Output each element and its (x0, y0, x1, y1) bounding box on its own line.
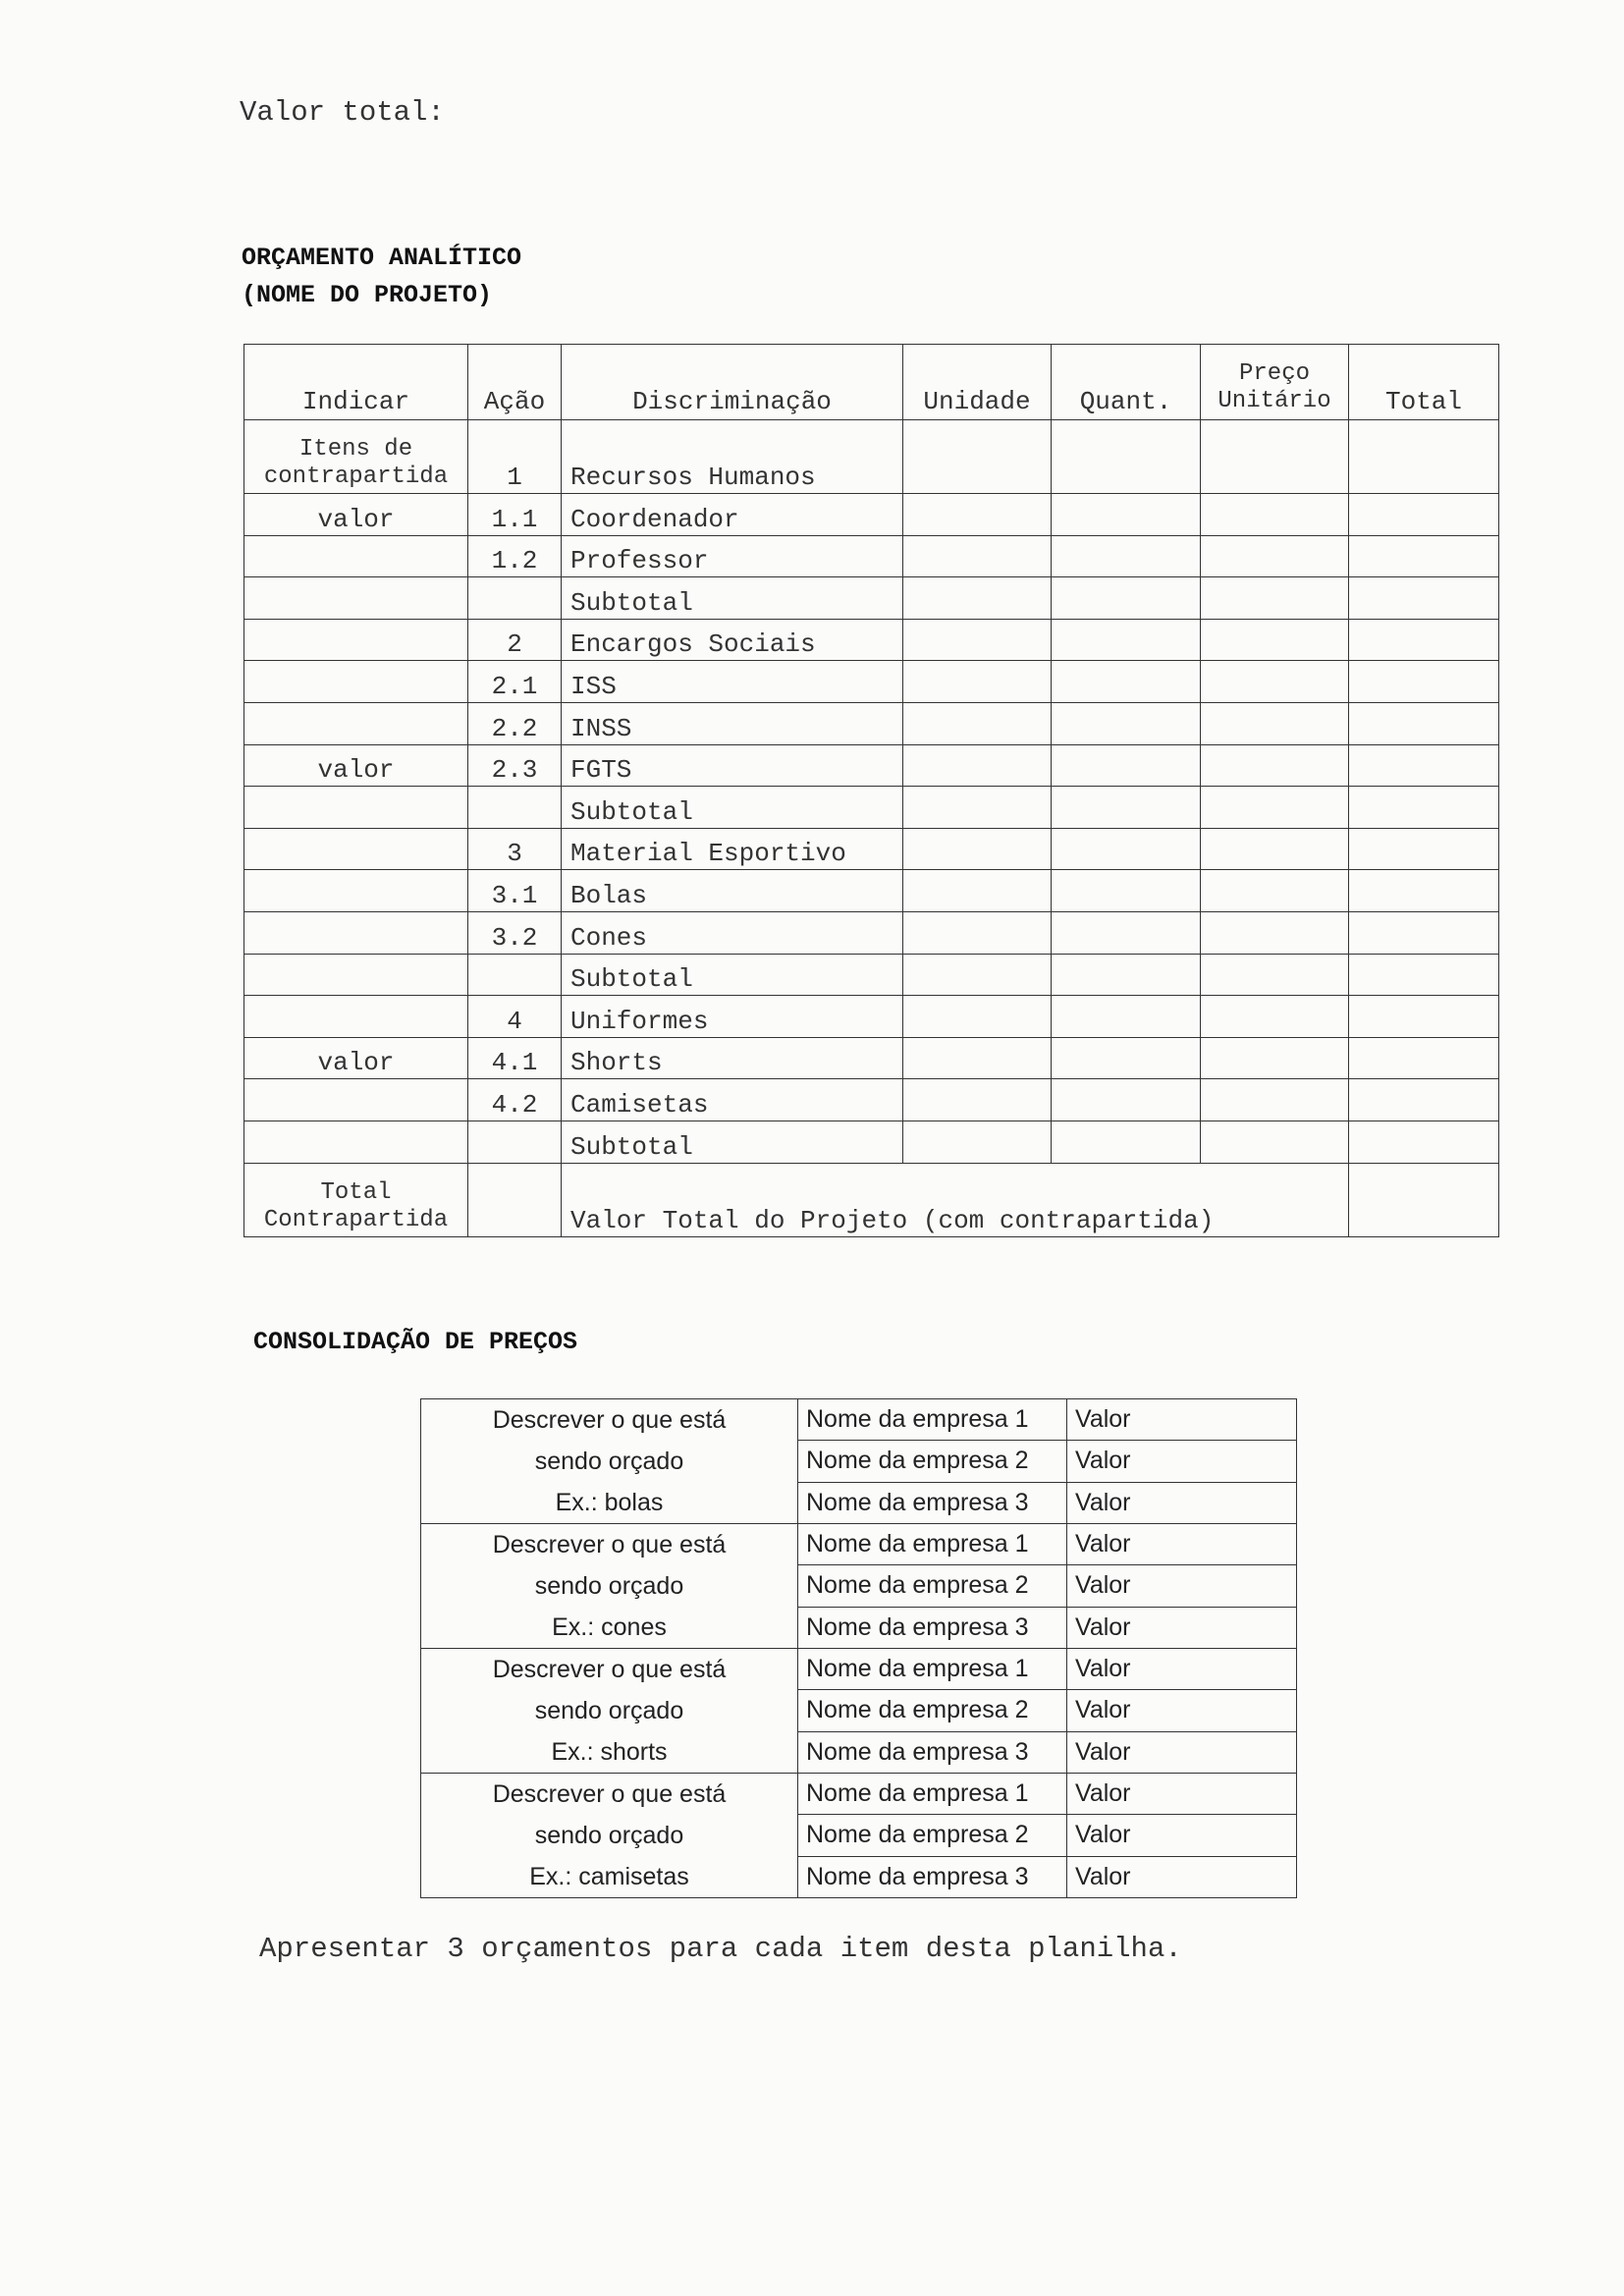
total-contrapartida-label (244, 1163, 468, 1236)
indicar-cell (244, 787, 468, 829)
indicar-cell (244, 828, 468, 870)
acao-cell: 3.1 (468, 870, 562, 912)
item-description-cell (421, 1524, 798, 1649)
header-total: Total (1349, 345, 1499, 420)
acao-cell: 4 (468, 996, 562, 1038)
value-cell: Valor (1067, 1731, 1297, 1773)
budget-table (244, 344, 1499, 1237)
item-description-cell (421, 1774, 798, 1898)
header-quant: Quant. (1052, 345, 1201, 420)
price-consolidation-table (420, 1398, 1297, 1898)
indicar-line1: Itens de (298, 436, 413, 463)
total-cell[interactable] (1349, 1037, 1499, 1079)
total-cell[interactable] (1349, 619, 1499, 661)
item-description-cell (421, 1649, 798, 1774)
table-row (244, 577, 1499, 620)
unidade-cell[interactable] (903, 420, 1052, 494)
discriminacao-cell: Subtotal (562, 954, 903, 996)
company-name-cell: Nome da empresa 3 (798, 1731, 1067, 1773)
description-line1: Descrever o que está (492, 1406, 727, 1434)
quant-cell[interactable] (1052, 787, 1201, 829)
acao-cell (468, 577, 562, 620)
preco-cell[interactable] (1201, 661, 1349, 703)
discriminacao-cell: Camisetas (562, 1079, 903, 1121)
description-line1: Descrever o que está (492, 1531, 727, 1558)
value-cell: Valor (1067, 1399, 1297, 1441)
budget-heading (242, 240, 521, 314)
total-cell[interactable] (1349, 577, 1499, 620)
quant-cell[interactable] (1052, 420, 1201, 494)
discriminacao-cell: Professor (562, 535, 903, 577)
discriminacao-cell: Shorts (562, 1037, 903, 1079)
company-name-cell: Nome da empresa 2 (798, 1815, 1067, 1856)
footer-note: Apresentar 3 orçamentos para cada item desta planilha. (259, 1933, 1182, 1965)
discriminacao-cell: Encargos Sociais (562, 619, 903, 661)
value-cell: Valor (1067, 1607, 1297, 1648)
quant-cell[interactable] (1052, 1079, 1201, 1121)
unidade-cell[interactable] (903, 577, 1052, 620)
unidade-cell[interactable] (903, 787, 1052, 829)
total-label-line1: Total (320, 1178, 392, 1206)
indicar-cell (244, 535, 468, 577)
total-acao-cell (468, 1163, 562, 1236)
indicar-cell: valor (244, 744, 468, 787)
discriminacao-cell: Bolas (562, 870, 903, 912)
discriminacao-cell: Recursos Humanos (562, 420, 903, 494)
unidade-cell[interactable] (903, 1037, 1052, 1079)
total-cell[interactable] (1349, 911, 1499, 954)
budget-header-row (244, 345, 1499, 420)
company-name-cell: Nome da empresa 2 (798, 1565, 1067, 1607)
company-name-cell: Nome da empresa 1 (798, 1524, 1067, 1565)
acao-cell (468, 1121, 562, 1163)
acao-cell (468, 954, 562, 996)
description-line2: sendo orçado (534, 1697, 684, 1724)
description-example: Ex.: camisetas (529, 1863, 689, 1890)
preco-cell[interactable] (1201, 954, 1349, 996)
discriminacao-cell: Material Esportivo (562, 828, 903, 870)
table-row (421, 1649, 1297, 1690)
unidade-cell[interactable] (903, 1079, 1052, 1121)
discriminacao-cell: ISS (562, 661, 903, 703)
preco-cell[interactable] (1201, 828, 1349, 870)
table-row (244, 744, 1499, 787)
table-row (244, 661, 1499, 703)
table-row (244, 535, 1499, 577)
discriminacao-cell: Subtotal (562, 577, 903, 620)
total-cell[interactable] (1349, 702, 1499, 744)
quant-cell[interactable] (1052, 1121, 1201, 1163)
total-cell[interactable] (1349, 1121, 1499, 1163)
preco-cell[interactable] (1201, 494, 1349, 536)
preco-cell[interactable] (1201, 420, 1349, 494)
total-label-line2: Contrapartida (263, 1206, 449, 1233)
company-name-cell: Nome da empresa 2 (798, 1690, 1067, 1731)
description-line1: Descrever o que está (492, 1656, 727, 1683)
discriminacao-cell: INSS (562, 702, 903, 744)
value-cell: Valor (1067, 1649, 1297, 1690)
company-name-cell: Nome da empresa 1 (798, 1774, 1067, 1815)
valor-total-projeto-label: Valor Total do Projeto (com contrapartida) (562, 1163, 1349, 1236)
quant-cell[interactable] (1052, 577, 1201, 620)
acao-cell: 2 (468, 619, 562, 661)
indicar-cell (244, 911, 468, 954)
value-cell: Valor (1067, 1441, 1297, 1482)
total-cell[interactable] (1349, 661, 1499, 703)
unidade-cell[interactable] (903, 870, 1052, 912)
value-cell: Valor (1067, 1856, 1297, 1897)
budget-heading-title: ORÇAMENTO ANALÍTICO (242, 244, 522, 272)
table-row (244, 702, 1499, 744)
preco-cell[interactable] (1201, 1037, 1349, 1079)
value-cell: Valor (1067, 1524, 1297, 1565)
quant-cell[interactable] (1052, 996, 1201, 1038)
company-name-cell: Nome da empresa 1 (798, 1649, 1067, 1690)
indicar-cell (244, 619, 468, 661)
company-name-cell: Nome da empresa 3 (798, 1482, 1067, 1523)
preco-cell[interactable] (1201, 535, 1349, 577)
description-example: Ex.: bolas (555, 1489, 664, 1516)
unidade-cell[interactable] (903, 744, 1052, 787)
indicar-cell (244, 1079, 468, 1121)
header-preco-unitario (1201, 345, 1349, 420)
indicar-cell: valor (244, 494, 468, 536)
indicar-cell (244, 1121, 468, 1163)
total-cell[interactable] (1349, 1079, 1499, 1121)
preco-cell[interactable] (1201, 577, 1349, 620)
discriminacao-cell: Cones (562, 911, 903, 954)
acao-cell: 4.1 (468, 1037, 562, 1079)
acao-cell: 2.2 (468, 702, 562, 744)
unidade-cell[interactable] (903, 954, 1052, 996)
quant-cell[interactable] (1052, 1037, 1201, 1079)
company-name-cell: Nome da empresa 3 (798, 1607, 1067, 1648)
description-example: Ex.: cones (552, 1613, 667, 1641)
unidade-cell[interactable] (903, 661, 1052, 703)
company-name-cell: Nome da empresa 3 (798, 1856, 1067, 1897)
value-cell: Valor (1067, 1774, 1297, 1815)
consolidation-heading: CONSOLIDAÇÃO DE PREÇOS (253, 1328, 578, 1356)
quant-cell[interactable] (1052, 744, 1201, 787)
acao-cell: 2.1 (468, 661, 562, 703)
discriminacao-cell: Uniformes (562, 996, 903, 1038)
preco-cell[interactable] (1201, 744, 1349, 787)
unidade-cell[interactable] (903, 535, 1052, 577)
table-row (244, 787, 1499, 829)
valor-total-projeto-cell[interactable] (1349, 1163, 1499, 1236)
total-cell[interactable] (1349, 744, 1499, 787)
indicar-cell (244, 870, 468, 912)
preco-cell[interactable] (1201, 1079, 1349, 1121)
table-row (421, 1774, 1297, 1815)
indicar-cell (244, 954, 468, 996)
acao-cell: 1.1 (468, 494, 562, 536)
header-preco-line2: Unitário (1218, 388, 1331, 414)
acao-cell: 3 (468, 828, 562, 870)
preco-cell[interactable] (1201, 870, 1349, 912)
header-indicar: Indicar (244, 345, 468, 420)
total-cell[interactable] (1349, 494, 1499, 536)
description-line2: sendo orçado (534, 1572, 684, 1600)
acao-cell: 3.2 (468, 911, 562, 954)
discriminacao-cell: Coordenador (562, 494, 903, 536)
quant-cell[interactable] (1052, 870, 1201, 912)
table-row (244, 1079, 1499, 1121)
acao-cell: 2.3 (468, 744, 562, 787)
quant-cell[interactable] (1052, 619, 1201, 661)
valor-total-label: Valor total: (240, 96, 445, 129)
table-row (244, 1037, 1499, 1079)
table-row (244, 954, 1499, 996)
table-row (244, 870, 1499, 912)
preco-cell[interactable] (1201, 996, 1349, 1038)
preco-cell[interactable] (1201, 702, 1349, 744)
quant-cell[interactable] (1052, 702, 1201, 744)
unidade-cell[interactable] (903, 702, 1052, 744)
quant-cell[interactable] (1052, 911, 1201, 954)
unidade-cell[interactable] (903, 996, 1052, 1038)
unidade-cell[interactable] (903, 911, 1052, 954)
value-cell: Valor (1067, 1565, 1297, 1607)
header-unidade: Unidade (903, 345, 1052, 420)
preco-cell[interactable] (1201, 787, 1349, 829)
indicar-cell: valor (244, 1037, 468, 1079)
preco-cell[interactable] (1201, 619, 1349, 661)
unidade-cell[interactable] (903, 619, 1052, 661)
description-line2: sendo orçado (534, 1448, 684, 1475)
table-row (244, 996, 1499, 1038)
acao-cell: 1 (468, 420, 562, 494)
indicar-line2: contrapartida (263, 464, 449, 490)
quant-cell[interactable] (1052, 954, 1201, 996)
acao-cell: 1.2 (468, 535, 562, 577)
description-line2: sendo orçado (534, 1822, 684, 1849)
indicar-cell (244, 661, 468, 703)
indicar-cell (244, 702, 468, 744)
discriminacao-cell: FGTS (562, 744, 903, 787)
value-cell: Valor (1067, 1482, 1297, 1523)
indicar-cell (244, 577, 468, 620)
total-cell[interactable] (1349, 954, 1499, 996)
indicar-cell (244, 420, 468, 494)
discriminacao-cell: Subtotal (562, 787, 903, 829)
value-cell: Valor (1067, 1815, 1297, 1856)
header-acao: Ação (468, 345, 562, 420)
table-row (421, 1524, 1297, 1565)
acao-cell: 4.2 (468, 1079, 562, 1121)
company-name-cell: Nome da empresa 1 (798, 1399, 1067, 1441)
total-cell[interactable] (1349, 870, 1499, 912)
item-description-cell (421, 1399, 798, 1524)
total-cell[interactable] (1349, 828, 1499, 870)
header-discriminacao: Discriminação (562, 345, 903, 420)
indicar-cell (244, 996, 468, 1038)
total-row (244, 1163, 1499, 1236)
total-cell[interactable] (1349, 535, 1499, 577)
table-row (244, 911, 1499, 954)
unidade-cell[interactable] (903, 1121, 1052, 1163)
discriminacao-cell: Subtotal (562, 1121, 903, 1163)
unidade-cell[interactable] (903, 494, 1052, 536)
unidade-cell[interactable] (903, 828, 1052, 870)
quant-cell[interactable] (1052, 494, 1201, 536)
table-row (244, 619, 1499, 661)
description-example: Ex.: shorts (551, 1738, 668, 1766)
header-preco-line1: Preço (1238, 360, 1310, 387)
total-cell[interactable] (1349, 787, 1499, 829)
preco-cell[interactable] (1201, 1121, 1349, 1163)
table-row (244, 1121, 1499, 1163)
total-cell[interactable] (1349, 420, 1499, 494)
quant-cell[interactable] (1052, 535, 1201, 577)
table-row (244, 828, 1499, 870)
table-row (421, 1399, 1297, 1441)
value-cell: Valor (1067, 1690, 1297, 1731)
acao-cell (468, 787, 562, 829)
budget-heading-project-name: (NOME DO PROJETO) (242, 281, 493, 309)
quant-cell[interactable] (1052, 661, 1201, 703)
description-line1: Descrever o que está (492, 1780, 727, 1808)
table-row (244, 420, 1499, 494)
preco-cell[interactable] (1201, 911, 1349, 954)
company-name-cell: Nome da empresa 2 (798, 1441, 1067, 1482)
table-row (244, 494, 1499, 536)
quant-cell[interactable] (1052, 828, 1201, 870)
total-cell[interactable] (1349, 996, 1499, 1038)
